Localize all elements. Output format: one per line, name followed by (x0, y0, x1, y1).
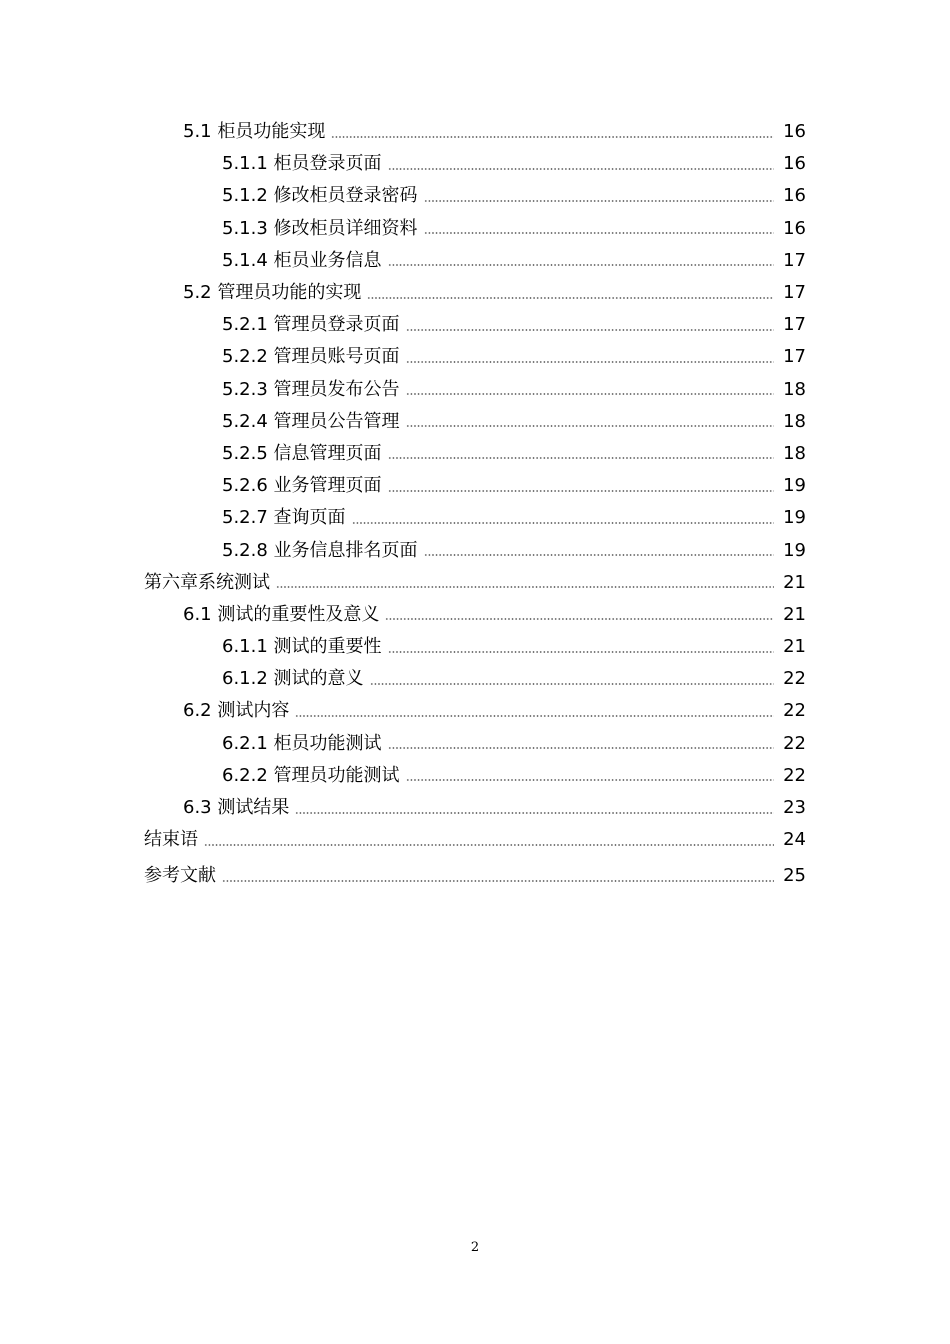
toc-entry-label: 5.2.1 管理员登录页面 (222, 314, 400, 336)
toc-entry-page: 22 (783, 764, 806, 786)
toc-entry-label: 5.2.3 管理员发布公告 (222, 378, 400, 400)
toc-entry-page: 21 (783, 636, 806, 658)
toc-dot-leader (424, 200, 774, 202)
toc-dot-leader (424, 232, 774, 234)
toc-dot-leader (276, 586, 774, 588)
toc-entry-label: 6.1.1 测试的重要性 (222, 636, 382, 658)
toc-entry-label: 5.2.4 管理员公告管理 (222, 410, 400, 432)
toc-entry[interactable] (0, 534, 950, 566)
toc-entry[interactable] (0, 631, 950, 663)
toc-entry-label: 5.2.6 业务管理页面 (222, 475, 382, 497)
toc-entry-page: 17 (783, 314, 806, 336)
toc-entry-label: 5.1.1 柜员登录页面 (222, 153, 382, 175)
toc-dot-leader (295, 812, 774, 814)
toc-entry[interactable] (0, 792, 950, 824)
table-of-contents (0, 116, 950, 893)
toc-dot-leader (388, 457, 774, 459)
toc-entry-label: 5.2 管理员功能的实现 (183, 282, 362, 304)
toc-entry-label: 6.3 测试结果 (183, 797, 290, 819)
toc-entry-page: 17 (783, 282, 806, 304)
toc-entry-page: 19 (783, 475, 806, 497)
toc-entry-label: 6.2.1 柜员功能测试 (222, 732, 382, 754)
toc-entry-page: 22 (783, 668, 806, 690)
toc-dot-leader (388, 264, 774, 266)
toc-entry-page: 19 (783, 539, 806, 561)
toc-dot-leader (352, 522, 774, 524)
toc-entry-page: 16 (783, 121, 806, 143)
toc-entry[interactable] (0, 245, 950, 277)
toc-dot-leader (388, 651, 774, 653)
toc-entry-page: 19 (783, 507, 806, 529)
toc-entry-label: 6.2 测试内容 (183, 700, 290, 722)
toc-dot-leader (367, 297, 774, 299)
toc-dot-leader (222, 880, 774, 882)
toc-dot-leader (424, 554, 774, 556)
page-number: 2 (470, 1240, 480, 1255)
toc-entry[interactable] (0, 309, 950, 341)
toc-entry[interactable] (0, 180, 950, 212)
toc-entry-label: 5.2.2 管理员账号页面 (222, 346, 400, 368)
toc-entry-label: 5.2.5 信息管理页面 (222, 442, 382, 464)
toc-entry-page: 24 (783, 829, 806, 851)
toc-entry[interactable] (0, 728, 950, 760)
toc-dot-leader (385, 618, 774, 620)
toc-entry[interactable] (0, 663, 950, 695)
toc-entry-page: 22 (783, 732, 806, 754)
toc-dot-leader (406, 779, 774, 781)
toc-dot-leader (388, 168, 774, 170)
toc-entry-page: 23 (783, 797, 806, 819)
toc-entry-page: 18 (783, 442, 806, 464)
toc-entry-label: 5.1.2 修改柜员登录密码 (222, 185, 418, 207)
toc-entry[interactable] (0, 116, 950, 148)
toc-entry[interactable] (0, 277, 950, 309)
toc-entry-page: 16 (783, 217, 806, 239)
toc-dot-leader (388, 490, 774, 492)
toc-dot-leader (406, 329, 774, 331)
toc-dot-leader (295, 715, 774, 717)
toc-entry-label: 5.2.8 业务信息排名页面 (222, 539, 418, 561)
toc-entry-page: 21 (783, 603, 806, 625)
toc-entry-label: 5.2.7 查询页面 (222, 507, 346, 529)
toc-entry[interactable] (0, 824, 950, 856)
toc-entry-label: 5.1.4 柜员业务信息 (222, 249, 382, 271)
toc-entry[interactable] (0, 374, 950, 406)
toc-entry-page: 17 (783, 346, 806, 368)
toc-dot-leader (204, 844, 774, 846)
toc-entry-page: 17 (783, 249, 806, 271)
toc-entry-page: 18 (783, 378, 806, 400)
toc-entry-page: 16 (783, 185, 806, 207)
toc-dot-leader (406, 425, 774, 427)
toc-dot-leader (406, 361, 774, 363)
toc-entry[interactable] (0, 567, 950, 599)
toc-entry[interactable] (0, 148, 950, 180)
toc-entry-label: 第六章系统测试 (144, 571, 270, 593)
toc-entry-label: 6.1 测试的重要性及意义 (183, 603, 380, 625)
toc-dot-leader (331, 136, 774, 138)
toc-entry[interactable] (0, 213, 950, 245)
toc-entry-page: 22 (783, 700, 806, 722)
toc-dot-leader (388, 747, 774, 749)
toc-entry[interactable] (0, 599, 950, 631)
toc-entry-page: 21 (783, 571, 806, 593)
toc-entry[interactable] (0, 470, 950, 502)
toc-dot-leader (370, 683, 774, 685)
toc-entry[interactable] (0, 438, 950, 470)
toc-entry[interactable] (0, 760, 950, 792)
toc-entry-label: 5.1 柜员功能实现 (183, 121, 326, 143)
toc-dot-leader (406, 393, 774, 395)
toc-entry-label: 5.1.3 修改柜员详细资料 (222, 217, 418, 239)
toc-entry[interactable] (0, 406, 950, 438)
toc-entry-label: 结束语 (144, 829, 198, 851)
toc-entry-page: 16 (783, 153, 806, 175)
toc-entry-label: 6.2.2 管理员功能测试 (222, 764, 400, 786)
toc-entry-page: 18 (783, 410, 806, 432)
toc-entry[interactable] (0, 502, 950, 534)
toc-entry-page: 25 (783, 865, 806, 887)
toc-entry[interactable] (0, 341, 950, 373)
toc-entry-label: 6.1.2 测试的意义 (222, 668, 364, 690)
toc-entry[interactable] (0, 860, 950, 892)
toc-entry-label: 参考文献 (144, 865, 216, 887)
toc-entry[interactable] (0, 695, 950, 727)
